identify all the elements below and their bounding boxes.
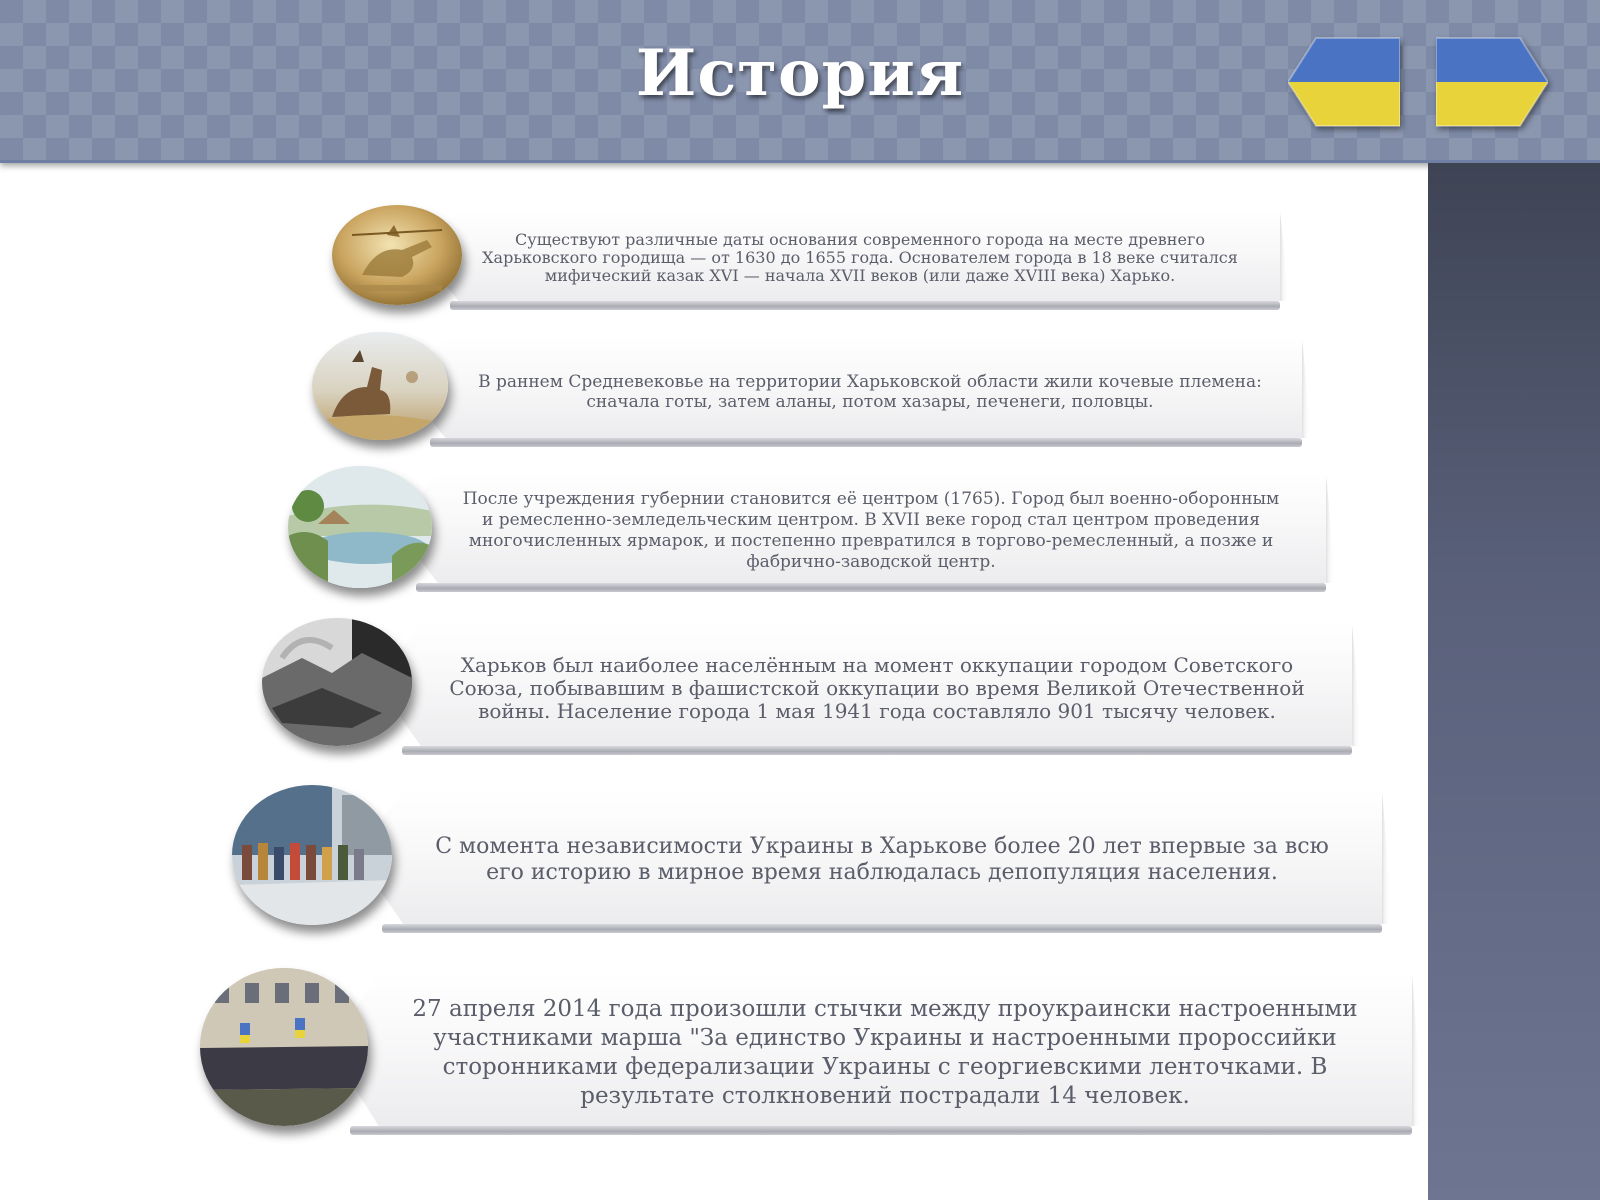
history-item (330, 203, 1280, 313)
slide-header (0, 0, 1600, 163)
history-item-text: После учреждения губернии становится её центром (1765). Город был военно-оборонным и ремесленно-земледельческим центром. В XVII веке город стал центром проведения многочисленных ярмарок, и постепенно превратился в торгово-ремесленный, а позже и фабрично-заводской центр. (462, 489, 1280, 572)
history-item (286, 466, 1326, 596)
history-item (200, 968, 1412, 1138)
history-item (232, 785, 1382, 935)
crowd-queue-medallion (232, 785, 392, 925)
slide-title: История (635, 36, 965, 111)
history-item-text: С момента независимости Украины в Харькове более 20 лет впервые за всю его историю в мирное время наблюдалась депопуляция населения. (435, 834, 1329, 885)
cossack-rider-coin-medallion (332, 205, 462, 305)
history-item-text: 27 апреля 2014 года произошли стычки между проукраински настроенными участниками марша "За единство Украины и настроенными пророссийки сторонниками федерализации Украины с георгиевскими ленточками. В результате столкновений пострадали 14 человек. (412, 996, 1358, 1109)
ukraine-flag-arrow-right-icon[interactable] (1436, 36, 1548, 128)
war-ruins-medallion (262, 618, 412, 746)
ukraine-flag-arrow-left-icon[interactable] (1288, 36, 1400, 128)
history-item-text: Существуют различные даты основания современного города на месте древнего Харьковского городища — от 1630 до 1655 года. Основателем города в 18 веке считался мифический казак XVI — начала XVII веков (или даже XVIII века) Харько. (482, 230, 1238, 285)
history-item-text: В раннем Средневековье на территории Харьковской области жили кочевые племена: сначала готы, затем аланы, потом хазары, печенеги, половцы. (478, 372, 1262, 412)
nomad-horsemen-medallion (312, 332, 448, 440)
history-item-text: Харьков был наиболее населённым на момент оккупации городом Советского Союза, побывавшим в фашистской оккупации во время Великой Отечественной войны. Население города 1 мая 1941 года составляло 901 тысячу человек. (449, 652, 1305, 723)
river-landscape-medallion (288, 466, 432, 588)
rally-crowd-medallion (200, 968, 368, 1126)
side-decor-panel (1428, 163, 1600, 1200)
history-item (310, 332, 1302, 452)
history-item (262, 618, 1352, 758)
